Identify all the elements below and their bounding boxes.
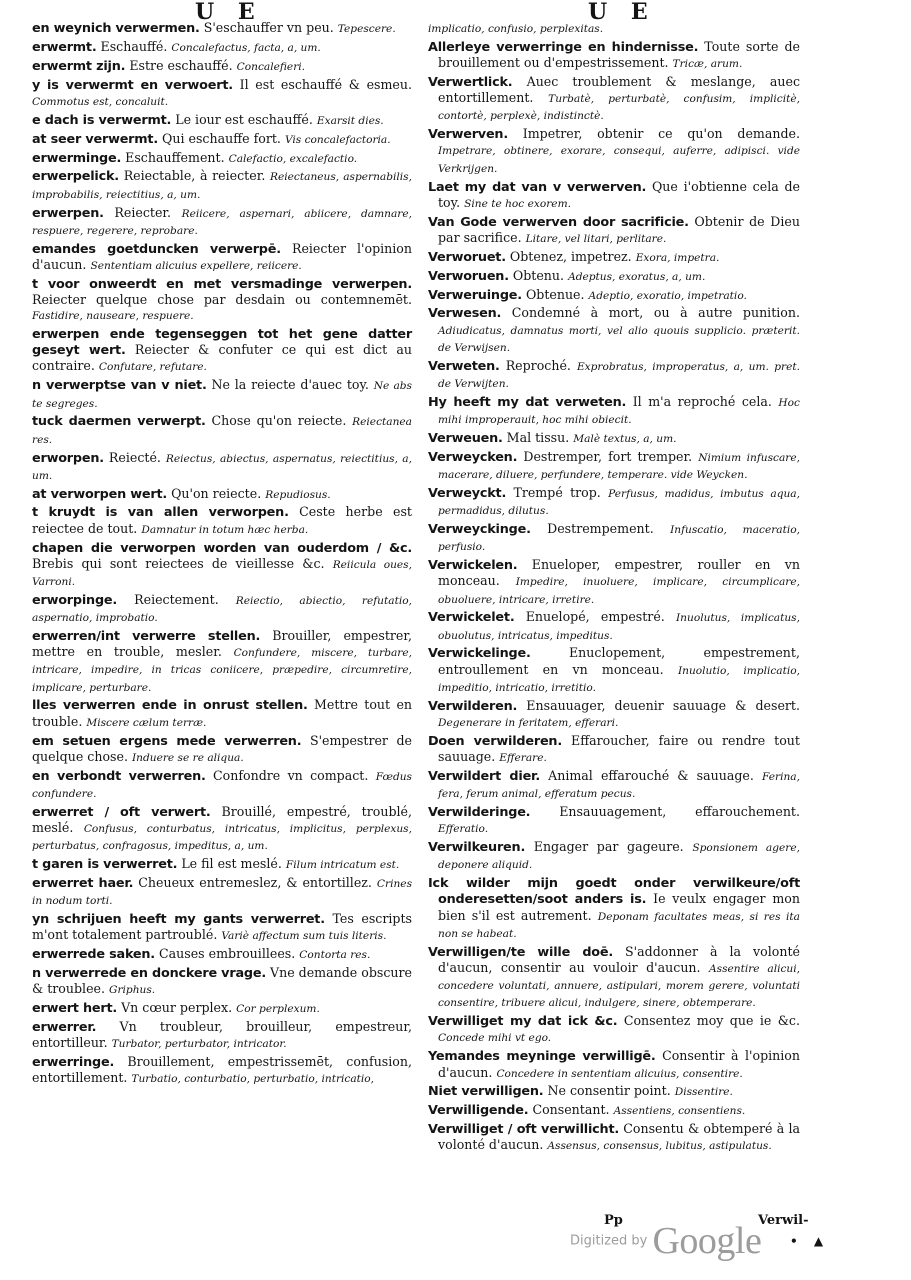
- latin-gloss: Crines in nodum torti.: [32, 877, 413, 908]
- latin-gloss: Fastidire, nauseare, respuere.: [32, 310, 194, 323]
- latin-gloss: Concedere in sententiam alicuius, consentire.: [496, 1067, 743, 1080]
- headword: erwerrer.: [32, 1020, 97, 1035]
- dictionary-entry: [32, 112, 412, 129]
- headword: erwerringe.: [32, 1055, 115, 1071]
- dictionary-entry: [428, 521, 800, 555]
- latin-gloss: Confusus, conturbatus, intricatus, implicitus, perplexus, perturbatus, confragosus, impeditus, a, um.: [32, 822, 412, 853]
- headword: Hy heeft my dat verweten.: [428, 394, 627, 410]
- headword: e dach is verwermt.: [32, 112, 172, 128]
- latin-gloss: Nimium infuscare, macerare, diluere, perfundere, temperare. vide Weycken.: [438, 451, 800, 482]
- latin-gloss: Deponam facultates meas, si res ita non se habeat.: [438, 910, 800, 940]
- headword: en verbondt verwerren.: [32, 768, 206, 784]
- dictionary-entry: [428, 1013, 800, 1046]
- dictionary-entry: [428, 126, 800, 177]
- headword: Verweuen.: [428, 430, 503, 446]
- dictionary-entry: [32, 1054, 412, 1087]
- dictionary-entry: [32, 39, 412, 56]
- latin-gloss: Inuolutus, implicatus, obuolutus, intricatus, impeditus.: [438, 612, 800, 642]
- french-gloss: Reiecté.: [108, 449, 161, 465]
- french-gloss: Trempé trop.: [513, 484, 601, 500]
- latin-gloss: Exprobratus, improperatus, a, um. pret. de Verwijten.: [438, 360, 801, 390]
- latin-gloss: Adeptus, exoratus, a, um.: [568, 270, 706, 283]
- french-gloss: S'empestrer de quelque chose.: [32, 732, 413, 764]
- headword: Verwickelet.: [428, 610, 515, 626]
- headword: en weynich verwermen.: [32, 21, 200, 36]
- french-gloss: Eschauffé.: [100, 38, 168, 54]
- latin-gloss: Confutare, refutare.: [98, 361, 207, 374]
- french-gloss: Destremper, fort tremper.: [523, 448, 693, 464]
- dictionary-entry: [428, 557, 800, 608]
- headword: Laet my dat van v verwerven.: [428, 179, 647, 195]
- headword: t kruydt is van allen verworpen.: [32, 505, 289, 521]
- headword: erworpinge.: [32, 592, 118, 608]
- dictionary-entry: [428, 287, 800, 304]
- french-gloss: Reiecter l'opinion d'aucun.: [32, 240, 413, 272]
- headword: erworpen.: [32, 450, 104, 466]
- headword: erwerren/int verwerre stellen.: [32, 628, 261, 644]
- dictionary-entry: [32, 946, 412, 963]
- french-gloss: Enuclopement, empestrement, entroullement en vn monceau.: [438, 645, 800, 677]
- french-gloss: Le fil est meslé.: [181, 856, 282, 872]
- latin-gloss: Contorta res.: [299, 949, 371, 962]
- latin-gloss: Sententiam alicuius expellere, reiicere.: [90, 259, 302, 272]
- french-gloss: Ensauuager, deuenir sauuage & desert.: [526, 697, 800, 713]
- edge-marks: • ▲: [790, 1234, 830, 1248]
- french-gloss: Condemné à mort, ou à autre punition.: [511, 305, 800, 321]
- dictionary-entry: [32, 450, 412, 484]
- dictionary-entry: [32, 150, 412, 167]
- headword: Verweyckt.: [428, 485, 507, 501]
- latin-gloss: Impedire, inuoluere, implicare, circumplicare, obuoluere, intricare, irretire.: [438, 576, 800, 606]
- dictionary-entry: [32, 804, 412, 855]
- latin-gloss: implicatio, confusio, perplexitas.: [428, 23, 604, 35]
- headword: erwerpen.: [32, 205, 104, 221]
- latin-gloss: Assensus, consensus, lubitus, astipulatus.: [547, 1140, 772, 1153]
- french-gloss: Brouillé, empestré, troublé, meslé.: [32, 803, 412, 835]
- french-gloss: Reiectable, à reiecter.: [123, 168, 266, 184]
- french-gloss: Consentu & obtemperé à la volonté d'aucun.: [438, 1121, 800, 1153]
- latin-gloss: Turbatio, conturbatio, perturbatio, intricatio,: [131, 1073, 375, 1086]
- headword: Verworuet.: [428, 249, 506, 265]
- headword: erwerpen ende tegenseggen tot het gene datter geseyt wert.: [32, 327, 412, 359]
- dictionary-entry: [428, 485, 800, 519]
- french-gloss: Obtenez, impetrez.: [509, 248, 632, 264]
- headword: Ick wilder mijn goedt onder verwilkeure/oft onderesetten/soot anders is.: [428, 876, 800, 908]
- dictionary-entry: [32, 875, 412, 909]
- dictionary-entry: [32, 628, 412, 696]
- latin-gloss: Repudiosus.: [265, 488, 331, 501]
- watermark-prefix: Digitized by: [570, 1233, 648, 1249]
- french-gloss: Mal tissu.: [506, 429, 570, 445]
- headword: y is verwermt en verwoert.: [32, 77, 233, 93]
- dictionary-entry: [428, 645, 800, 696]
- latin-gloss: Assentiens, consentiens.: [613, 1105, 746, 1118]
- french-gloss: Cheueux entremeslez, & entortillez.: [138, 874, 372, 890]
- headword: emandes goetduncken verwerpē.: [32, 241, 281, 257]
- headword: Verwesen.: [428, 306, 502, 322]
- dictionary-entry: [428, 839, 800, 873]
- dictionary-entry: [428, 1083, 800, 1100]
- headword: Verwildert dier.: [428, 768, 540, 784]
- french-gloss: Ne consentir point.: [547, 1083, 671, 1099]
- french-gloss: Brebis qui sont reiectees de vieillesse &c.: [32, 555, 325, 571]
- headword: erwermt.: [32, 39, 97, 55]
- headword: Verwilderen.: [428, 698, 518, 714]
- dictionary-entry: [32, 205, 412, 239]
- french-gloss: Il m'a reproché cela.: [632, 393, 772, 409]
- french-gloss: Engager par gageure.: [533, 839, 684, 855]
- latin-gloss: Vis concalefactoria.: [284, 133, 391, 146]
- dictionary-entry: [428, 39, 800, 72]
- dictionary-entry: [428, 1121, 800, 1154]
- latin-gloss: Calefactio, excalefactio.: [228, 152, 358, 165]
- latin-gloss: Turbatè, perturbatè, confusim, implicitè, contortè, perplexè, indistinctè.: [438, 93, 800, 123]
- french-gloss: Obtenir de Dieu par sacrifice.: [438, 213, 800, 245]
- headword: erwerrede saken.: [32, 947, 155, 963]
- latin-gloss: Adeptio, exoratio, impetratio.: [588, 289, 747, 302]
- latin-gloss: Filum intricatum est.: [285, 859, 400, 872]
- french-gloss: Consentir à l'opinion d'aucun.: [438, 1048, 800, 1080]
- running-head-right: U E: [588, 0, 656, 25]
- french-gloss: Enueloper, empestrer, rouller en vn monceau.: [438, 557, 800, 589]
- french-gloss: S'addonner à la volonté d'aucun, consentir au vouloir d'aucun.: [438, 943, 800, 975]
- headword: Yemandes meyninge verwilligē.: [428, 1049, 656, 1065]
- french-gloss: Chose qu'on reiecte.: [211, 413, 347, 429]
- headword: Verwickelinge.: [428, 646, 531, 662]
- right-column: [428, 20, 800, 1156]
- headword: Niet verwilligen.: [428, 1084, 544, 1100]
- dictionary-entry: [428, 733, 800, 766]
- latin-gloss: Variè affectum sum tuis literis.: [221, 930, 387, 943]
- dictionary-entry: [32, 168, 412, 202]
- latin-gloss: Impetrare, obtinere, exorare, consequi, auferre, adipisci. vide Verkrijgen.: [438, 145, 800, 175]
- french-gloss: Reiecter.: [114, 204, 172, 220]
- headword: at seer verwermt.: [32, 131, 159, 147]
- latin-gloss: Reiectanea res.: [32, 416, 412, 446]
- french-gloss: Causes embrouillees.: [158, 946, 296, 962]
- french-gloss: Tes escripts m'ont totalement partroublé.: [32, 911, 412, 943]
- latin-gloss: Griphus.: [109, 984, 156, 997]
- dictionary-entry: [428, 305, 800, 356]
- headword: Verworuen.: [428, 268, 509, 284]
- dictionary-entry: [428, 698, 800, 731]
- headword: erwerret / oft verwert.: [32, 804, 211, 820]
- dictionary-entry: [428, 804, 800, 837]
- headword: erwermt zijn.: [32, 58, 126, 74]
- dictionary-entry: [32, 540, 412, 591]
- headword: at verworpen wert.: [32, 486, 168, 502]
- latin-gloss: Dissentire.: [674, 1086, 733, 1099]
- dictionary-entry: [32, 733, 412, 766]
- french-gloss: Le iour est eschauffé.: [175, 111, 313, 127]
- french-gloss: Vne demande obscure & troublee.: [32, 965, 413, 997]
- french-gloss: Reiectement.: [134, 591, 219, 607]
- headword: Verwilliget / oft verwillicht.: [428, 1122, 620, 1138]
- headword: erwerret haer.: [32, 875, 134, 891]
- dictionary-entry: [32, 326, 412, 376]
- french-gloss: Enuelopé, empestré.: [525, 609, 665, 625]
- french-gloss: Que i'obtienne cela de toy.: [438, 178, 800, 210]
- headword: Verweyckinge.: [428, 522, 531, 537]
- latin-gloss: Ferina, fera, ferum animal, efferatum pecus.: [438, 770, 800, 801]
- latin-gloss: Infuscatio, maceratio, perfusio.: [438, 524, 800, 554]
- latin-gloss: Sine te hoc exorem.: [464, 197, 571, 210]
- headword: t voor onweerdt en met versmadinge verwerpen.: [32, 276, 412, 292]
- headword: Verwilkeuren.: [428, 840, 526, 856]
- dictionary-entry: [32, 1019, 412, 1052]
- latin-gloss: Exora, impetra.: [635, 251, 720, 264]
- latin-gloss: Turbator, perturbator, intricator.: [111, 1038, 287, 1051]
- dictionary-entry: [428, 179, 800, 212]
- dictionary-entry: [32, 504, 412, 537]
- headword: erwert hert.: [32, 1001, 118, 1017]
- french-gloss: Consentez moy que ie &c.: [623, 1013, 800, 1029]
- dictionary-entry: [32, 965, 412, 998]
- dictionary-entry: [32, 131, 412, 148]
- dictionary-entry: [428, 358, 800, 392]
- dictionary-entry: [428, 1048, 800, 1081]
- latin-gloss: Concalefactus, facta, a, um.: [171, 41, 321, 54]
- latin-gloss: Reiectus, abiectus, aspernatus, reiectitius, a, um.: [32, 452, 412, 482]
- headword: Verweruinge.: [428, 287, 522, 303]
- latin-gloss: Malè textus, a, um.: [573, 432, 677, 445]
- french-gloss: Reiecter & confuter ce qui est dict au contraire.: [32, 342, 412, 374]
- headword: erwerminge.: [32, 150, 122, 166]
- headword: Allerleye verwerringe en hindernisse.: [428, 39, 699, 55]
- headword: t garen is verwerret.: [32, 857, 178, 873]
- headword: Verwickelen.: [428, 558, 518, 574]
- dictionary-entry: [428, 609, 800, 643]
- latin-gloss: Concede mihi vt ego.: [438, 1032, 552, 1045]
- french-gloss: Mettre tout en trouble.: [32, 697, 413, 729]
- latin-gloss: Tricæ, arum.: [672, 58, 743, 71]
- dictionary-entry: [32, 1000, 412, 1017]
- french-gloss: Il est eschauffé & esmeu.: [239, 76, 412, 92]
- latin-gloss: Reiicula oues, Varroni.: [32, 558, 412, 588]
- headword: Verwerven.: [428, 127, 508, 143]
- dictionary-entry: [32, 241, 412, 274]
- headword: em setuen ergens mede verwerren.: [32, 733, 302, 749]
- latin-gloss: Reiicere, aspernari, abiicere, damnare, respuere, regerere, reprobare.: [32, 207, 412, 237]
- dictionary-entry: [428, 214, 800, 247]
- french-gloss: Obtenu.: [512, 267, 565, 283]
- french-gloss: Reproché.: [505, 357, 571, 373]
- latin-gloss: Degenerare in feritatem, efferari.: [438, 716, 619, 729]
- french-gloss: Brouiller, empestrer, mettre en trouble, mesler.: [32, 627, 412, 660]
- french-gloss: Ie veulx engager mon bien s'il est autrement.: [438, 891, 800, 923]
- latin-gloss: Concalefieri.: [236, 60, 306, 73]
- french-gloss: Eschauffement.: [125, 149, 225, 165]
- dictionary-entry: [32, 697, 412, 730]
- latin-gloss: Hoc mihi improperauit, hoc mihi obiecit.: [438, 396, 800, 427]
- dictionary-entry: [428, 394, 800, 428]
- french-gloss: Destrempement.: [547, 521, 654, 536]
- dictionary-entry: [32, 592, 412, 626]
- french-gloss: Toute sorte de brouillement ou d'empestrissement.: [438, 38, 800, 71]
- dictionary-entry: [428, 1102, 800, 1119]
- latin-gloss: Efferare.: [499, 752, 547, 765]
- left-column: [32, 20, 412, 1089]
- latin-gloss: Inuolutio, implicatio, impeditio, intricatio, irretitio.: [438, 664, 800, 694]
- latin-gloss: Perfusus, madidus, imbutus aqua, permadidus, dilutus.: [438, 487, 800, 518]
- headword: tuck daermen verwerpt.: [32, 414, 206, 430]
- dictionary-entry: [428, 449, 800, 483]
- running-head-left: U E: [195, 0, 263, 25]
- dictionary-entry: [428, 875, 800, 942]
- latin-gloss: Exarsit dies.: [316, 114, 384, 127]
- latin-gloss: Cor perplexum.: [236, 1003, 320, 1016]
- headword: Verwilligen/te wille doē.: [428, 944, 614, 960]
- dictionary-entry: [428, 768, 800, 802]
- dictionary-entry: [32, 276, 412, 325]
- latin-gloss: Fœdus confundere.: [32, 770, 412, 800]
- signature-mark: Pp: [604, 1213, 623, 1228]
- latin-gloss: Sponsionem agere, deponere aliquid.: [438, 842, 800, 872]
- headword: Doen verwilderen.: [428, 733, 562, 749]
- french-gloss: Ensauuagement, effarouchement.: [559, 804, 800, 820]
- headword: chapen die verworpen worden van ouderdom / &c.: [32, 540, 412, 556]
- french-gloss: S'eschauffer vn peu.: [203, 20, 334, 35]
- french-gloss: Effaroucher, faire ou rendre tout sauuage.: [438, 732, 800, 765]
- headword: Verweten.: [428, 358, 500, 374]
- latin-gloss: Damnatur in totum hæc herba.: [141, 523, 309, 536]
- dictionary-entry: [32, 20, 412, 37]
- dictionary-entry: [428, 74, 800, 125]
- headword: Verwilderinge.: [428, 805, 531, 821]
- dictionary-entry: [32, 911, 412, 944]
- french-gloss: Confondre vn compact.: [213, 767, 369, 783]
- headword: Verweycken.: [428, 449, 518, 465]
- headword: Verwertlick.: [428, 74, 513, 90]
- french-gloss: Brouillement, empestrissemēt, confusion, entortillement.: [32, 1054, 412, 1086]
- dictionary-entry: [32, 856, 412, 873]
- latin-gloss: Reiectaneus, aspernabilis, improbabilis, reiectitius, a, um.: [32, 171, 412, 201]
- latin-gloss: Reiectio, abiectio, refutatio, aspernatio, improbatio.: [32, 594, 412, 625]
- latin-gloss: Assentire alicui, concedere voluntati, annuere, astipulari, morem gerere, voluntati consentire, tribuere alicui, indulgere, sinere, obtemperare.: [438, 962, 800, 1010]
- latin-gloss: Miscere cælum terræ.: [86, 716, 207, 729]
- dictionary-entry: [428, 268, 800, 285]
- dictionary-entry: [428, 20, 800, 37]
- latin-gloss: Adiudicatus, damnatus morti, vel alio quouis supplicio. præterit. de Verwijsen.: [438, 324, 800, 354]
- google-watermark: [570, 1219, 761, 1263]
- french-gloss: Obtenue.: [525, 286, 585, 302]
- french-gloss: Impetrer, obtenir ce qu'on demande.: [522, 126, 800, 142]
- dictionary-entry: [32, 58, 412, 75]
- latin-gloss: Tepescere.: [337, 23, 396, 35]
- latin-gloss: Ne abs te segreges.: [32, 380, 412, 410]
- dictionary-entry: [32, 768, 412, 802]
- dictionary-entry: [32, 486, 412, 503]
- headword: erwerpelick.: [32, 169, 119, 185]
- french-gloss: Ceste herbe est reiectee de tout.: [32, 504, 412, 536]
- french-gloss: Vn cœur perplex.: [121, 1000, 233, 1016]
- french-gloss: Animal effarouché & sauuage.: [548, 767, 754, 783]
- latin-gloss: Induere se re aliqua.: [131, 751, 244, 764]
- dictionary-entry: [428, 944, 800, 1012]
- french-gloss: Consentant.: [532, 1102, 610, 1118]
- headword: Verwilliget my dat ick &c.: [428, 1014, 618, 1030]
- french-gloss: Auec troublement & meslange, auec entortillement.: [438, 73, 800, 106]
- dictionary-entry: [32, 413, 412, 447]
- latin-gloss: Commotus est, concaluit.: [32, 95, 169, 108]
- latin-gloss: Efferatio.: [438, 823, 489, 836]
- headword: lles verwerren ende in onrust stellen.: [32, 698, 308, 714]
- french-gloss: Vn troubleur, brouilleur, empestreur, entortilleur.: [32, 1019, 412, 1051]
- latin-gloss: Litare, vel litari, perlitare.: [525, 232, 667, 245]
- dictionary-entry: [428, 249, 800, 266]
- french-gloss: Qui eschauffe fort.: [162, 130, 281, 146]
- headword: Van Gode verwerven door sacrificie.: [428, 214, 689, 230]
- dictionary-entry: [428, 430, 800, 447]
- latin-gloss: Confundere, miscere, turbare, intricare, impedire, in tricas coniicere, præpedire, circumretire, implicare, perturbare.: [32, 647, 412, 694]
- headword: n verwerrede en donckere vrage.: [32, 966, 266, 982]
- google-logo: Google: [652, 1220, 762, 1262]
- dictionary-entry: [32, 77, 412, 110]
- headword: n verwerptse van v niet.: [32, 378, 207, 394]
- catchword: Verwil-: [758, 1213, 809, 1228]
- french-gloss: Ne la reiecte d'auec toy.: [211, 377, 369, 393]
- headword: Verwilligende.: [428, 1103, 529, 1119]
- headword: yn schrijuen heeft my gants verwerret.: [32, 912, 325, 928]
- french-gloss: Reiecter quelque chose par desdain ou contemnemēt.: [32, 291, 412, 307]
- french-gloss: Qu'on reiecte.: [171, 485, 262, 501]
- dictionary-entry: [32, 377, 412, 411]
- french-gloss: Estre eschauffé.: [129, 57, 233, 73]
